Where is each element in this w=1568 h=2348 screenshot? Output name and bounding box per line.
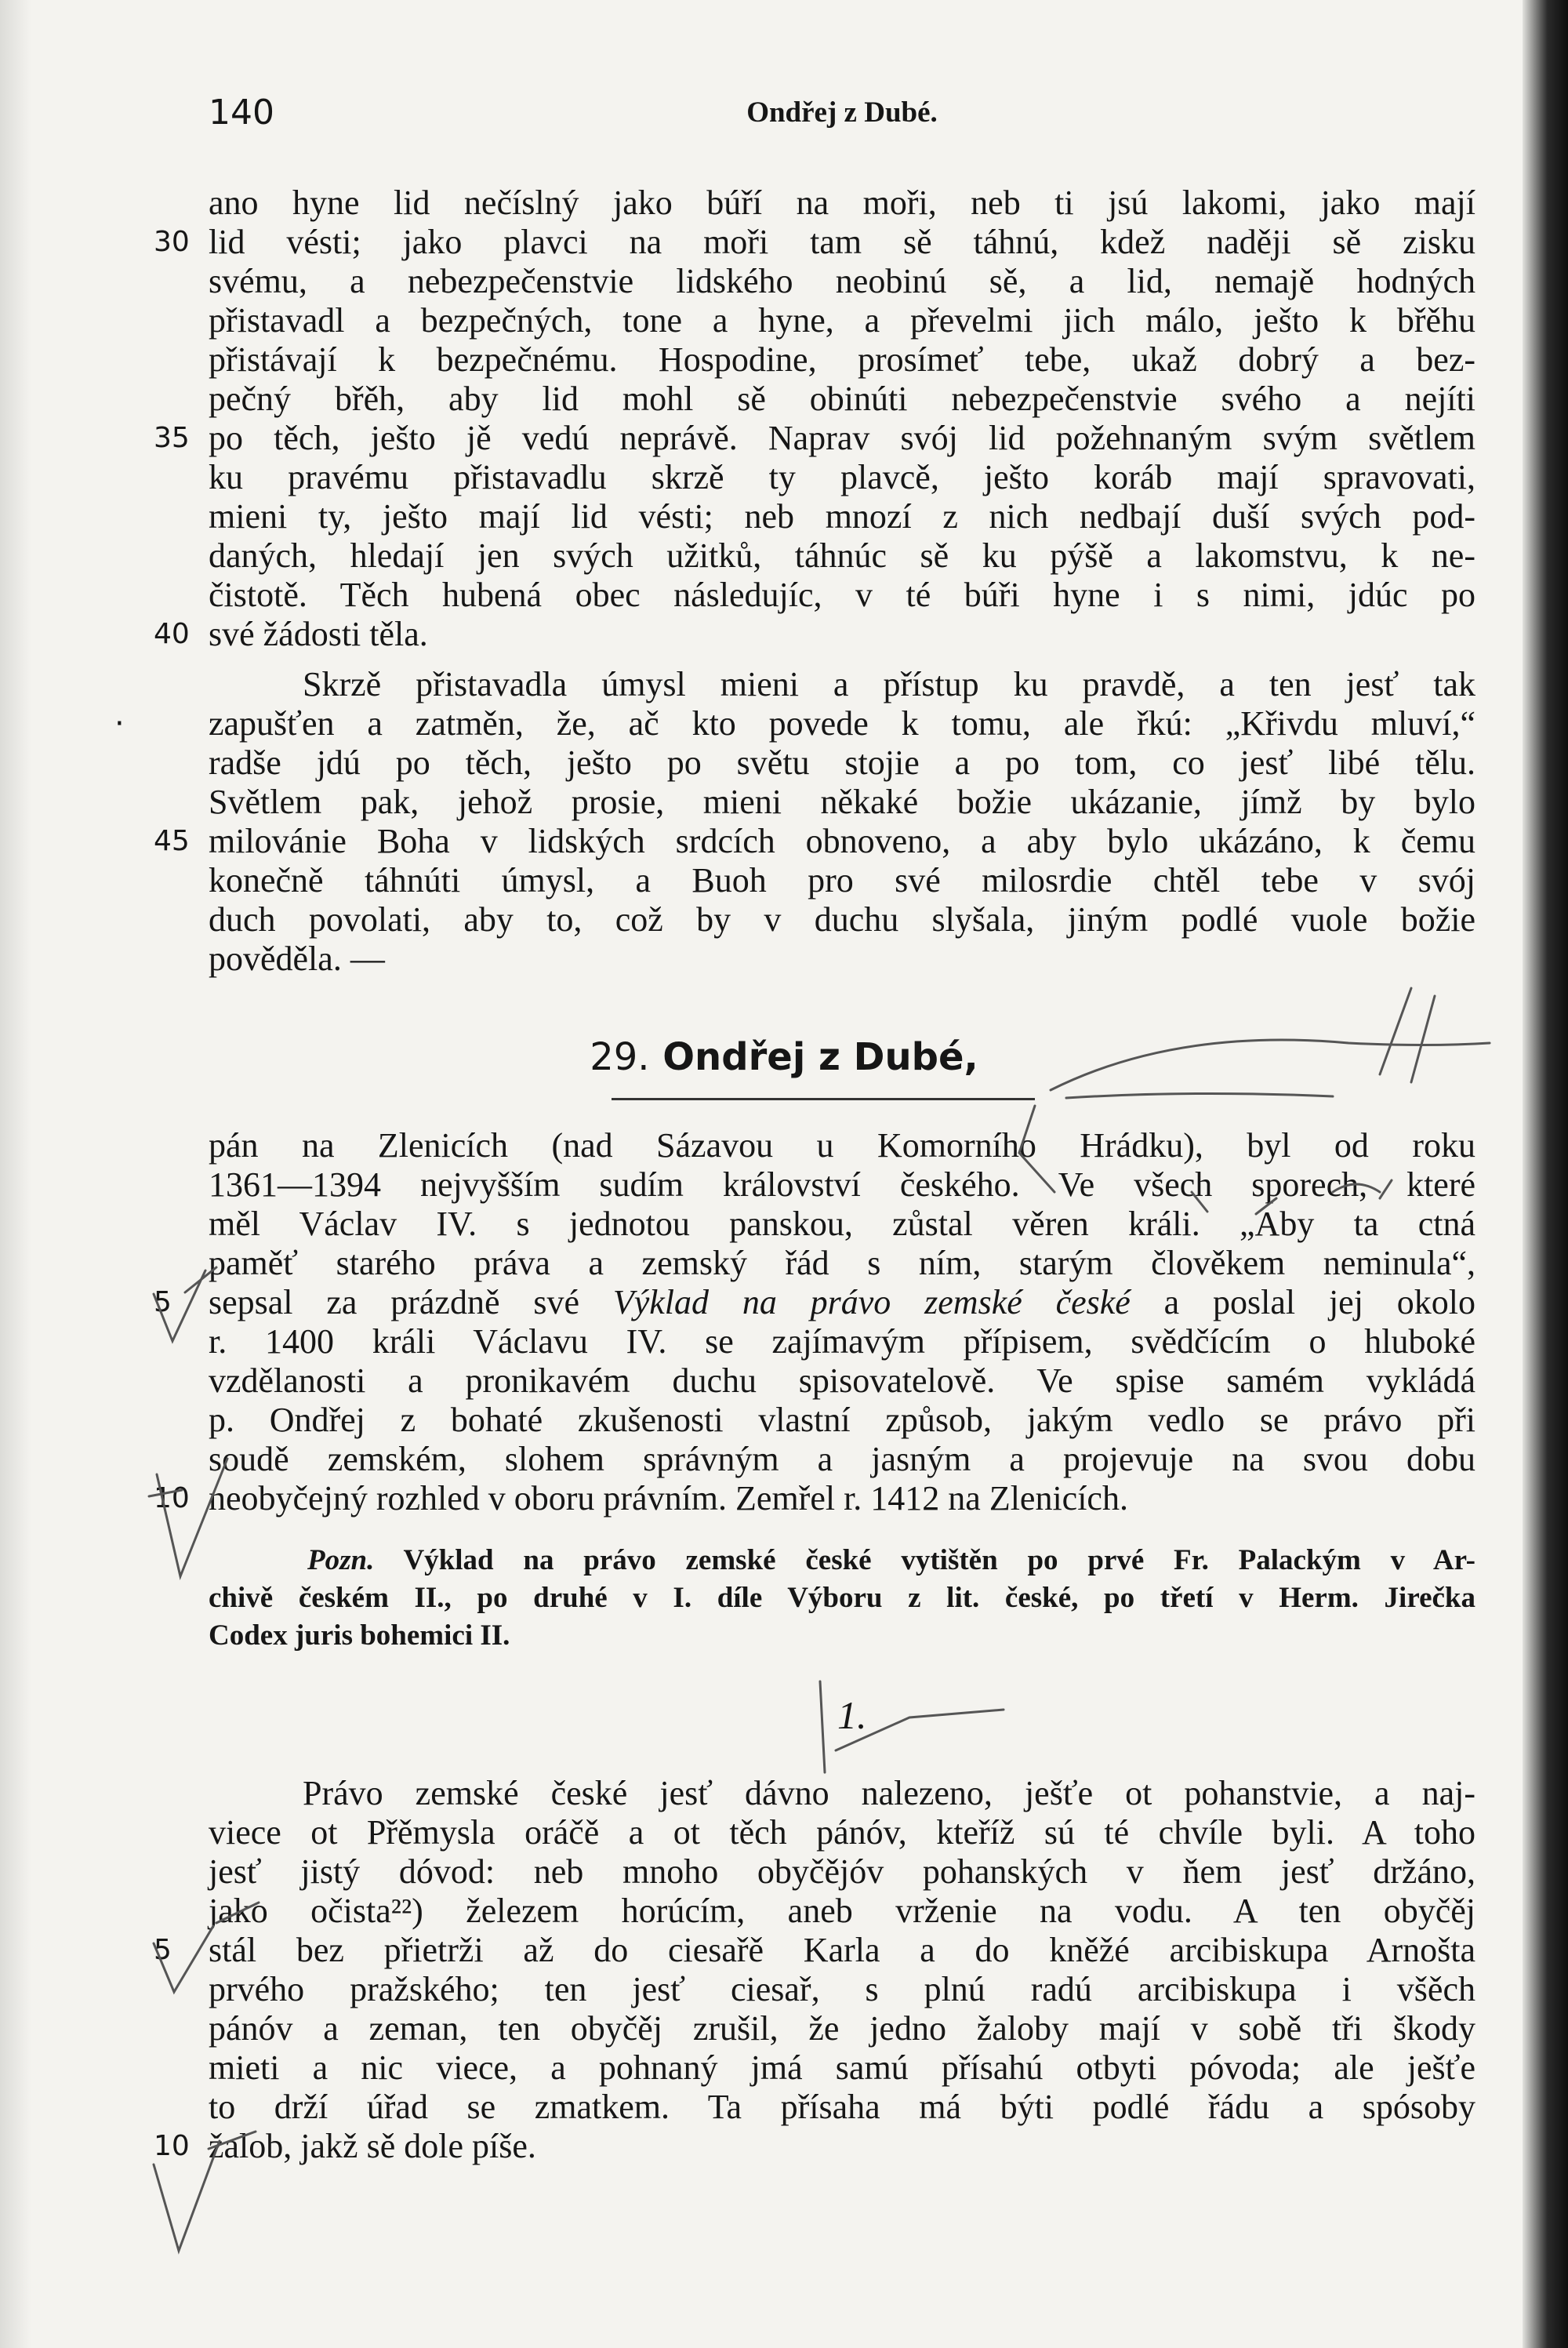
line-text: Právo zemské české jesť dávno nalezeno, ješťe ot pohanstvie, a naj- [303,1774,1475,1812]
pencil-tick-10 [157,1459,227,1576]
line-text: přistávají k bezpečnému. Hospodine, prosímeť tebe, ukaž dobrý a bez- [209,340,1475,379]
line-text: měl Václav IV. s jednotou panskou, zůstal věren králi. „Aby ta ctná [209,1205,1475,1243]
line-text: pečný břěh, aby lid mohl sě obinúti nebezpečenstvie svého a nejíti [209,380,1475,418]
line-text: prvého pražského; ten jesť ciesař, s plnú radú arcibiskupa i všěch [209,1970,1475,2008]
section-title: Ondřej z Dubé, [662,1035,978,1079]
running-title: Ondřej z Dubé. [746,96,938,129]
pencil-vertical-1 [820,1681,825,1772]
line-text: stál bez přietrži až do ciesařě Karla a do kněžé arcibiskupa Arnošta [209,1931,1475,1969]
note-line: chivě českém II., po druhé v I. díle Výboru z lit. české, po třetí v Herm. Jirečka [209,1582,1475,1614]
italic-work-title: Výklad na právo zemské české [612,1283,1131,1321]
line-text: viece ot Přěmysla oráčě a ot těch pánóv, kteříž sú té chvíle byli. A toho [209,1813,1475,1852]
line-text: svému, a nebezpečenstvie lidského neobinú sě, a lid, nemajě hodných [209,262,1475,300]
line-text: soudě zemském, slohem správným a jasným a projevuje na svou dobu [209,1440,1475,1478]
section-number: 29. [590,1035,650,1079]
line-text: r. 1400 králi Václavu IV. se zajímavým přípisem, svědčícím o hluboké [209,1322,1475,1361]
note-line: Codex juris bohemici II. [209,1619,510,1652]
line-text: paměť starého práva a zemský řád s ním, starým člověkem neminula“, [209,1244,1475,1282]
line-text: žalob, jakž sě dole píše. [209,2127,536,2165]
line-text: milovánie Boha v lidských srdcích obnoveno, a aby bylo ukázáno, k čemu [209,822,1475,860]
page-number: 140 [209,93,274,133]
pencil-stroke-b [1411,996,1435,1082]
line-text: své žádosti těla. [209,615,428,653]
line-text-tail: a poslal jej okolo [1130,1283,1475,1321]
line-text: pánóv a zeman, ten obyčěj zrušil, že jedno žaloby mají v sobě tři škody [209,2009,1475,2048]
line-number: 10 [154,2130,190,2162]
line-text: mieti a nic viece, a pohnaný jmá samú přísahú otbyti póvoda; ale ješťe [209,2048,1475,2087]
note-label: Pozn. [307,1544,375,1576]
subsection-number: 1. [837,1693,867,1737]
pencil-heading-mark [1019,1106,1054,1192]
line-text: 1361—1394 nejvyšším sudím království českého. Ve všech sporech, které [209,1165,1475,1204]
pencil-text-marks [1192,1184,1380,1212]
pencil-slash-marks [1256,1180,1392,1214]
line-text: přistavadl a bezpečných, tone a hyne, a převelmi jich málo, ješto k břěhu [209,301,1475,340]
line-text: čistotě. Těch hubená obec následujíc, v té búři hyne i s nimi, jdúc po [209,576,1475,614]
pencil-tick-5b [154,1926,213,1992]
line-text: daných, hledají jen svých užitků, táhnúc sě ku pýšě a lakomstvu, k ne- [209,536,1475,575]
line-text: neobyčejný rozhled v oboru právním. Zemřel r. 1412 na Zlenicích. [209,1479,1128,1517]
line-text: konečně táhnúti úmysl, a Buoh pro své milosrdie chtěl tebe v svój [209,861,1475,900]
line-text: p. Ondřej z bohaté zkušenosti vlastní způsob, jakým vedlo se právo při [209,1401,1475,1439]
line-text: ku pravému přistavadlu skrzě ty plavcě, ješto koráb mají spravovati, [209,458,1475,496]
margin-dot: · [114,706,125,742]
pencil-scribble-top [1051,1040,1490,1090]
pencil-underline-to [209,2132,256,2149]
line-text: sepsal za prázdně své [209,1283,613,1321]
line-text: Skrzě přistavadla úmysl mieni a přístup ku pravdě, a ten jesť tak [303,665,1475,703]
line-text: ano hyne lid nečíslný jako búří na moři, neb ti jsú lakomi, jako mají [209,184,1475,222]
line-number: 10 [154,1482,190,1514]
line-text: vzdělanosti a pronikavém duchu spisovatelově. Ve spise samém vykládá [209,1361,1475,1400]
line-text: pán na Zlenicích (nad Sázavou u Komorního Hrádku), byl od roku [209,1126,1475,1165]
pencil-stroke-a [1380,988,1411,1074]
pencil-underline-jako [216,1903,259,1923]
line-text: jako očista²²) železem horúcím, aneb vrženie na vodu. A ten obyčěj [209,1892,1475,1930]
line-number: 35 [154,422,190,454]
line-number: 5 [154,1286,172,1318]
line-text: Světlem pak, jehož prosie, mieni někaké božie ukázanie, jímž by bylo [209,783,1475,821]
pencil-arrow-1 [836,1710,1004,1750]
line-text: lid vésti; jako plavci na moři tam sě táhnú, kdež naději sě zisku [209,223,1475,261]
line-text: pověděla. — [209,940,385,978]
line-text: po těch, ješto jě vedú neprávě. Naprav svój lid požehnaným svým světlem [209,419,1475,457]
pencil-tick-10b [154,2141,220,2251]
line-text: jesť jistý dóvod: neb mnoho obyčějóv pohanských v ňem jesť držáno, [209,1852,1475,1891]
pencil-bracket-10 [149,1490,182,1496]
line-number: 5 [154,1934,172,1966]
line-text: duch povolati, aby to, což by v duchu slyšala, jiným podlé vuole božie [209,900,1475,939]
line-text: radše jdú po těch, ješto po světu stojie a po tom, co jesť libé tělu. [209,743,1475,782]
line-text: to drží úřad se zmatkem. Ta přísaha má býti podlé řádu a spósoby [209,2088,1475,2126]
line-text: zapušťen a zatměn, že, ač kto povede k tomu, ale řkú: „Křivdu mluví,“ [209,704,1475,743]
line-number: 30 [154,226,190,258]
pencil-scribble-mid [1066,1093,1333,1098]
line-number: 45 [154,825,190,857]
note-text: Výklad na právo zemské české vytištěn po prvé Fr. Palackým v Ar- [403,1544,1475,1576]
line-text: mieni ty, ješto mají lid vésti; neb mnozí z nich nedbají duší svých pod- [209,497,1475,536]
line-number: 40 [154,618,190,650]
